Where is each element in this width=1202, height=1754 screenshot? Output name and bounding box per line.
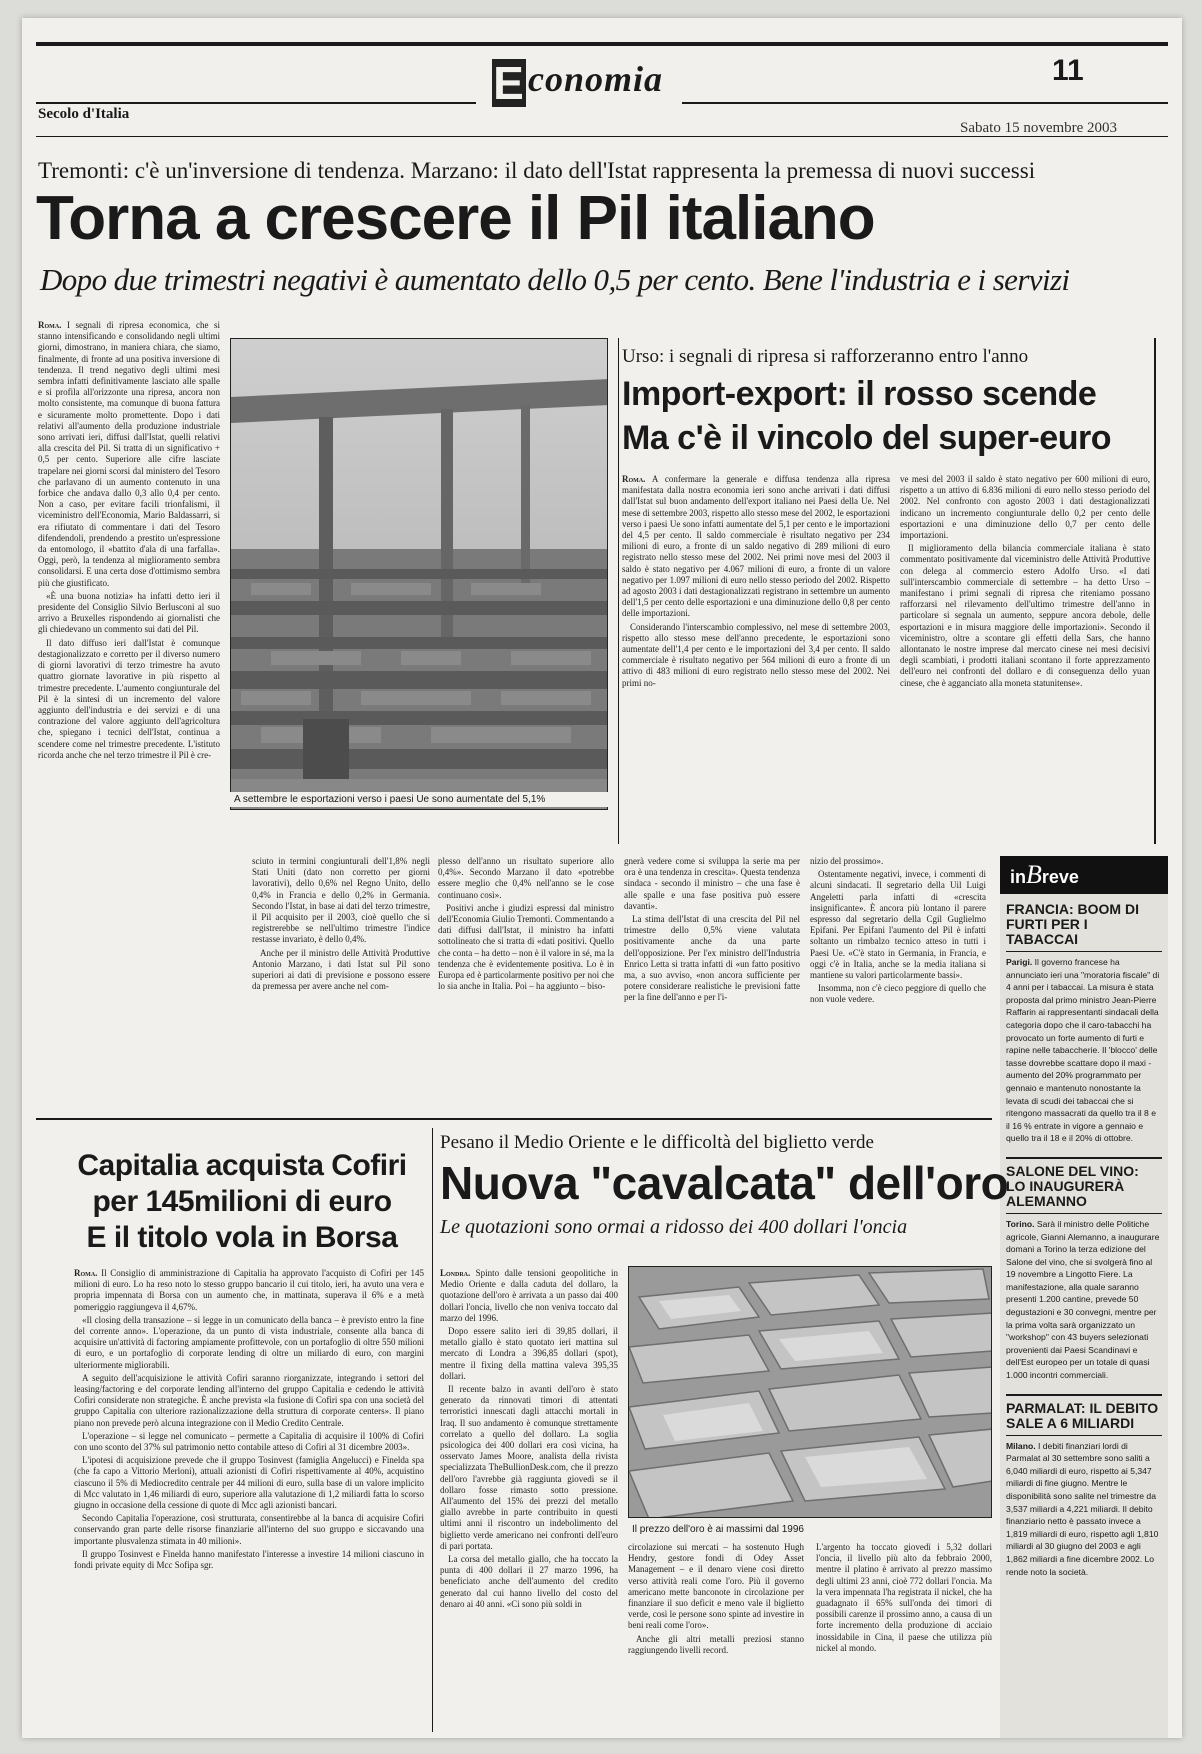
oro-column-2 bbox=[628, 1542, 804, 1732]
import-export-paragraph: ve mesi del 2003 il saldo è stato negativo per 600 milioni di euro, rispetto a un attivo di 6.836 milioni di euro nello stesso periodo del 2002. Nel confronto con agosto 2003 i dati destagionalizzati indicano un incremento congiunturale dello 0,2 per cento delle esportazioni e una diminuzione dello 0,7 per cento delle importazioni. bbox=[900, 474, 1150, 541]
section-separator bbox=[36, 1118, 992, 1120]
capitalia-paragraph: L'ipotesi di acquisizione prevede che il gruppo Tosinvest (famiglia Angelucci) e Finelda spa (che fa capo a Vittorio Merloni), attuali azionisti di Cofiri rispettivamente al 40%, acquistino ciascuno il 5% di Mediocredito centrale per 44 milioni di euro, sulla base di un valore implicito di Mcc valutato in 1,46 miliardi di euro, superiore alla valutazione di 1,2 miliardi fatta lo scorso giugno in occasione della cessione di quote di Mcc agli azionisti bancari. bbox=[74, 1455, 424, 1511]
page-number: 11 bbox=[1052, 54, 1084, 87]
oro-column-1 bbox=[440, 1268, 618, 1732]
brief-item bbox=[1000, 1382, 1168, 1579]
import-export-box-left-rule bbox=[618, 338, 619, 844]
oro-paragraph: L'argento ha toccato giovedì i 5,32 dollari l'oncia, il livello più alto da febbraio 2000, mentre il platino è arrivato al prezzo massimo degli ultimi 23 anni, cioè 772 dollari l'oncia. Ma la vera impennata l'ha registrata il nickel, che ha guadagnato il 65% sull'onda dei timori di possibili carenze il prossimo anno, a causa di un forte incremento della produzione di acciaio inossidabile in Cina, il paese che utilizza più nickel al mondo. bbox=[816, 1542, 992, 1653]
capitalia-article bbox=[74, 1268, 424, 1732]
brief-body: Sarà il ministro delle Politiche agricole, Gianni Alemanno, a inaugurare domani a Torino la terza edizione del Salone del vino, che si svolgerà fino al 19 novembre a Lingotto Fiere. La manifestazione, alla quale saranno presenti 1.200 cantine, prevede 50 degustazioni e 30 convegni, mentre per la prima volta sarà organizzato un "workshop" con 43 buyers selezionati provenienti dai Paesi Scandinavi e dell'Est europeo per un totale di quasi 1.000 incontri commerciali. bbox=[1006, 1218, 1160, 1381]
issue-date: Sabato 15 novembre 2003 bbox=[960, 120, 1118, 136]
gold-bars-image bbox=[629, 1267, 992, 1518]
brief-rule bbox=[1006, 1213, 1162, 1214]
header-rule-left bbox=[36, 102, 476, 104]
in-breve-brand-in: in bbox=[1010, 867, 1026, 887]
newspaper-page bbox=[22, 18, 1182, 1738]
brief-rule bbox=[1006, 1394, 1162, 1396]
oro-paragraph: Anche gli altri metalli preziosi stanno raggiungendo livelli record. bbox=[628, 1633, 804, 1655]
import-export-paragraph: Il miglioramento della bilancia commerciale italiana è stato commentato positivamente dal viceministro delle Attività Produttive con delega al commercio estero Adolfo Urso. «I dati sull'interscambio commerciale di settembre – ha detto Urso – manifestano i primi segnali di ripresa che riteniamo possano rafforzarsi nel rilevamento dell'ultimo trimestre dell'anno in particolare si segnala un aumento, seppure ancora debole, delle esportazioni e in misura maggiore delle importazioni». Secondo il viceministro, oltre a scontare gli effetti della Sars, che hanno allontanato le nostre imprese dal mercato cinese nei mesi decisivi degli scambiati, i prodotti italiani scontano il forte apprezzamento dell'euro nei confronti del dollaro e di conseguenza dello yuan cinese, che è agganciato alla moneta statunitense». bbox=[900, 543, 1150, 688]
paper-name: Secolo d'Italia bbox=[38, 106, 130, 122]
main-story-column-5 bbox=[810, 856, 986, 1108]
main-story-column-2 bbox=[252, 856, 430, 1108]
main-story-paragraph: I segnali di ripresa economica, che si stanno intensificando e consolidando negli ultimi giorni, dimostrano, in maniera chiara, che siamo, finalmente, di fronte ad una positiva inversione di tendenza. Il trend negativo degli ultimi mesi sembra infatti definitivamente lasciato alle spalle e si profila all'orizzonte una ripresa, ancora non molto consistente, ma comunque di buona fattura e sicuramente molto promettente. Dopo i dati relativi all'aumento della produzione industriale sono arrivati ieri, diffusi dall'Istat, quelli relativi alla crescita del Pil. Si tratta di un significativo + 0,5 per cento. Superiore alle cifre lasciate trapelare nei giorni scorsi dal ministero del Tesoro che parlavano di un aumento contenuto in una forbice che andava dallo 0,3 allo 0,4 per cento. Non a caso, per evitare facili trionfalismi, il viceministro dell'Economia, Mario Baldassarri, si era rifiutato di commentare i dati del Tesoro difendendoli, prendendo a prestito un'espressione da entomologo, il «battito d'ala di una farfalla». Oggi, però, la tendenza al miglioramento sembra consolidarsi. E una certa dose d'ottimismo sembra più che giustificato. bbox=[38, 320, 220, 588]
brief-body: I debiti finanziari lordi di Parmalat al 30 settembre sono saliti a 6,040 miliardi di euro, rispetto ai 5,347 miliardi di fine giugno. Mentre le disponibilità sono salite nel trimestre da 3,537 miliardi a 4,221 miliardi. Il debito finanziario netto è passato invece a 1,819 miliardi di euro, rispetto agli 1,810 miliardi al 30 giugno del 2003 e agli 1,862 miliardi a fine dicembre 2002. Lo rende noto la società. bbox=[1006, 1440, 1159, 1577]
main-story-paragraph: Positivi anche i giudizi espressi dal ministro dell'Economia Giulio Tremonti. Commentando a dati diffusi dall'Istat, il ministro ha infatti sottolineato che si tratta di «dati positivi. Quello che conta – ha detto – non è il valore in sé, ma la tendenza che è evidentemente positiva. Lo è in Europa ed è particolarmente positivo per noi che lo sia anche in Italia. Poi – ha aggiunto – biso- bbox=[438, 902, 614, 992]
capitalia-paragraph: L'operazione – si legge nel comunicato – permette a Capitalia di acquisire il 100% di Cofiri con uno sconto del 37% sul patrimonio netto contabile atteso di Cofiri al 31 dicembre 2003». bbox=[74, 1430, 424, 1453]
main-story-column-3 bbox=[438, 856, 614, 1108]
oro-paragraph: La corsa del metallo giallo, che ha toccato la punta di 400 dollari il 27 marzo 1996, ha beneficiato anche dell'aumento del credito generato dal cui hanno livello del costo del denaro ai 40 anni. «Ci sono più soldi in bbox=[440, 1554, 618, 1609]
main-story-paragraph: nizio del prossimo». bbox=[810, 856, 884, 866]
main-story-paragraph: Anche per il ministro delle Attività Produttive Antonio Marzano, i dati Istat sul Pil sono superiori ai dati di previsione e possono essere da premessa per avere anche nel com- bbox=[252, 947, 430, 992]
main-story-column-4 bbox=[624, 856, 800, 1108]
import-export-headline-2: Ma c'è il vincolo del super-euro bbox=[622, 419, 1111, 457]
gold-photo-caption: Il prezzo dell'oro è ai massimi dal 1996 bbox=[632, 1524, 804, 1535]
dateline-location: Parigi. bbox=[1006, 957, 1033, 967]
brief-title: SALONE DEL VINO: LO INAUGURERÀ ALEMANNO bbox=[1006, 1162, 1139, 1209]
brief-text bbox=[1006, 956, 1162, 1145]
brief-item bbox=[1000, 894, 1168, 1145]
in-breve-sidebar bbox=[1000, 856, 1168, 1738]
header-top-rule bbox=[36, 42, 1168, 46]
container-port-photo bbox=[230, 338, 608, 810]
oro-subhead: Le quotazioni sono ormai a ridosso dei 400 dollari l'oncia bbox=[440, 1216, 908, 1238]
brief-rule bbox=[1006, 951, 1162, 952]
main-story-paragraph: plesso dell'anno un risultato superiore allo 0,4%». Secondo Marzano il dato «potrebbe essere meglio che 0,4% nell'anno se le cose continuano così». bbox=[438, 856, 614, 900]
dateline-location: Roma. bbox=[74, 1268, 98, 1278]
import-export-paragraph: A confermare la generale e diffusa tendenza alla ripresa manifestata dalla nostra economia ieri sono anche arrivati i dati diffusi dall'Istat sul buon andamento dell'export italiano nei Paesi della Ue. Nel mese di settembre 2003, rispetto allo stesso mese del 2002, le esportazioni verso i paesi Ue sono infatti aumentate del 5,1 per cento e le importazioni del 4,5 per cento. Il saldo commerciale è risultato negativo per 234 milioni di euro, a fronte di un saldo negativo di 289 milioni di euro registrato nello stesso mese del 2002. Nei primi nove mesi del 2003 il saldo è stato negativo per 4.067 milioni di euro, a fronte di un valore negativo per 1.097 milioni di euro nello stesso periodo del 2002. Rispetto ad agosto 2003 i dati destagionalizzati registrano in settembre un aumento dell'1,5 per cento delle esportazioni e una diminuzione dello 0,8 per cento delle importazioni. bbox=[622, 474, 890, 619]
main-story-paragraph: Ostentamente negativi, invece, i commenti di alcuni sindacati. Il segretario della Uil Luigi Angeletti parla infatti di «crescita insignificante». È ancora più lontano il parere espresso dal segretario della Cgil Guglielmo Epifani. Per Epifani l'aumento del Pil è infatti soltanto un rimbalzo tecnico atteso in tutti i Paesi Ue. «C'è stato in Germania, in Francia, e oggi c'è in Italia, anche se la media italiana si mantiene su valori particolarmente bassi». bbox=[810, 869, 986, 981]
port-photo-caption: A settembre le esportazioni verso i paesi Ue sono aumentate del 5,1% bbox=[230, 792, 608, 807]
oro-paragraph: Dopo essere salito ieri di 39,85 dollari, il metallo giallo è stato quotato ieri mattina sul mercato di Londra a 396,85 dollari (spot), mentre il fixing della mattina valeva 395,35 dollari. bbox=[440, 1326, 618, 1381]
import-export-box-right-rule bbox=[1154, 338, 1156, 844]
header-rule-right bbox=[682, 102, 1168, 104]
main-story-paragraph: La stima dell'Istat di una crescita del Pil nel trimestre dello 0,5% viene valutata positivamente anche da una parte dell'opposizione. Per l'ex ministro dell'Industria Enrico Letta si tratta infatti di «un fatto positivo ma, a suo avviso, «non ancora sufficiente per potere considerare realistiche le previsioni fatte per la fine dell'anno e per l'i- bbox=[624, 914, 800, 1003]
import-export-kicker: Urso: i segnali di ripresa si rafforzeranno entro l'anno bbox=[622, 346, 1029, 367]
brief-rule bbox=[1006, 1435, 1162, 1436]
dateline-location: Milano. bbox=[1006, 1440, 1036, 1451]
capitalia-headline-3: E il titolo vola in Borsa bbox=[86, 1221, 398, 1254]
oro-paragraph: circolazione sui mercati – ha sostenuto Hugh Hendry, gestore fondi di Odey Asset Management – e il denaro viene così diretto verso attività reali come l'oro. Più il governo americano mette banconote in circolazione per finanziare il suo deficit e meno vale il biglietto verde, così le persone sono spinte ad investire in beni reali come l'oro». bbox=[628, 1542, 804, 1631]
capitalia-paragraph: «Il closing della transazione – si legge in un comunicato della banca – è previsto entro la fine del corrente anno». L'operazione, da un punto di vista industriale, consente alla banca di acquisire un'attività di factoring ampiamente profittevole, con un portafoglio di oltre 550 milioni di euro, e un portafoglio di corporate lending di oltre un miliardo di euro, con margini ulteriormente migliorabili. bbox=[74, 1314, 424, 1370]
brief-title: FRANCIA: BOOM DI FURTI PER I TABACCAI bbox=[1006, 901, 1139, 947]
capitalia-paragraph: Il gruppo Tosinvest e Finelda hanno manifestato l'interesse a investire 14 milioni ciascuno in fondi private equity di Mcc Sofipa sgr. bbox=[74, 1548, 424, 1571]
container-port-image bbox=[231, 339, 608, 810]
import-export-column-1 bbox=[622, 474, 890, 838]
in-breve-brand-rest: reve bbox=[1041, 867, 1079, 887]
dateline-location: Roma. bbox=[38, 320, 62, 330]
import-export-column-2 bbox=[900, 474, 1150, 838]
in-breve-brand-b: B bbox=[1026, 860, 1042, 889]
main-story-left-column bbox=[38, 320, 220, 842]
oro-headline: Nuova "cavalcata" dell'oro bbox=[440, 1157, 1009, 1209]
brief-item bbox=[1000, 1145, 1168, 1382]
main-story-paragraph: Insomma, non c'è cieco peggiore di quello che non vuole vedere. bbox=[810, 983, 986, 1005]
brief-rule bbox=[1006, 1157, 1162, 1159]
main-story-paragraph: sciuto in termini congiunturali dell'1,8% negli Stati Uniti (dato non corretto per giorni lavorativi), dello 0,6% nel Regno Unito, dello 0,4% in Francia e dello 0,2% in Germania. Secondo l'Istat, in base ai dati del terzo trimestre, il Pil acquisito per il 2003, cioè quello che si registrerebbe se nell'ultimo trimestre l'indice restasse invariato, è dello 0,4%. bbox=[252, 856, 430, 945]
oro-paragraph: Il recente balzo in avanti dell'oro è stato generato da rinnovati timori di attentati terroristici innescati dagli attacchi mortali in Iraq. Il suo andamento è comunque strettamente correlato a quello del dollaro. La soglia psicologica dei 400 dollari era così vicina, ha osservato James Moore, analista della rivista specializzata TheBullionDesk.com, che il prezzo dell'oro l'avrebbe già raggiunta giovedì se il dollaro fosse rimasto sotto pressione. All'aumento del 15% dei prezzi del metallo giallo avrebbe in parte contribuito in questi ultimi anni il riscontro un indebolimento del biglietto verde americano nei confronti dell'euro di pari portata. bbox=[440, 1384, 618, 1551]
import-export-paragraph: Considerando l'interscambio complessivo, nel mese di settembre 2003, rispetto allo stesso mese dell'anno precedente, le esportazioni sono aumentate dell'1,4 per cento e le importazioni del 3,4 per cento. Il saldo commerciale è risultato negativo per 564 milioni di euro a fronte di un attivo di 483 milioni di euro registrato nello stesso mese del 2002. Nei primi no- bbox=[622, 621, 890, 688]
capitalia-paragraph: Secondo Capitalia l'operazione, così strutturata, consentirebbe al la banca di acquisire Cofiri conservando gran parte delle risorse finanziarie all'interno del suo gruppo e siccavando una importante plusvalenza stimata in 40 milioni». bbox=[74, 1513, 424, 1546]
section-title bbox=[492, 58, 663, 107]
import-export-headline-1: Import-export: il rosso scende bbox=[622, 375, 1097, 413]
brief-text bbox=[1006, 1218, 1162, 1382]
oro-column-3 bbox=[816, 1542, 992, 1732]
header-bottom-rule bbox=[36, 136, 1168, 137]
section-title-rest: conomia bbox=[528, 59, 664, 99]
column-rule bbox=[432, 1128, 433, 1732]
brief-body: Il governo francese ha annunciato ieri una "moratoria fiscale" di 4 anni per i tabaccai. La misura è stata proposta dal primo ministro Jean-Pierre Raffarin ai rappresentanti sindacali della categoria dopo che il caro-tabacchi ha provocato un forte aumento di furti e rapine nelle tabaccherie. Il 'blocco' delle tasse dovrebbe scattare dopo il maxi -aumento del 20% programmato per gennaio e mantenuto nonostante la levata di scudi dei tabaccai che si ritengono massacrati da quello tra il 8 e il 16 % entrate in vigore a gennaio e quello tra il 18 e il 20% di ottobre. bbox=[1006, 957, 1160, 1144]
gold-bars-photo bbox=[628, 1266, 992, 1518]
section-initial: E bbox=[493, 57, 525, 109]
main-kicker: Tremonti: c'è un'inversione di tendenza. Marzano: il dato dell'Istat rappresenta la premessa di nuovi successi bbox=[38, 158, 1036, 183]
capitalia-paragraph: Il Consiglio di amministrazione di Capitalia ha approvato l'acquisto di Cofiri per 145 milioni di euro. Lo ha reso noto lo stesso gruppo bancario il cui titolo, ieri, ha avuto una vera e propria impennata di Borsa con un aumento che, in mattinata, superava il 6% e a metà pomeriggio raggiungeva il 4,67%. bbox=[74, 1268, 424, 1312]
brief-text bbox=[1006, 1440, 1162, 1579]
oro-kicker: Pesano il Medio Oriente e le difficoltà del biglietto verde bbox=[440, 1132, 874, 1153]
main-headline: Torna a crescere il Pil italiano bbox=[36, 184, 875, 253]
brief-title: PARMALAT: IL DEBITO SALE A 6 MILIARDI bbox=[1006, 1399, 1159, 1431]
main-subhead: Dopo due trimestri negativi è aumentato dello 0,5 per cento. Bene l'industria e i servizi bbox=[40, 262, 1070, 297]
main-story-paragraph: Il dato diffuso ieri dall'Istat è comunque destagionalizzato e corretto per il diverso numero di giorni lavorativi di terzo trimestre ha avuto quattro giornate lavorative in più rispetto al trimestre precedente. L'aumento congiunturale del Pil è la sintesi di un incremento del valore aggiunto dell'industria e dei servizi e di una contrazione del valore aggiunto dell'agricoltura che, spiegano i tecnici dell'Istat, continua a scendere come nel trimestre precedente. L'istituto ricorda anche che nel terzo trimestre il Pil è cre- bbox=[38, 637, 220, 760]
capitalia-paragraph: A seguito dell'acquisizione le attività Cofiri saranno riorganizzate, integrando i settori del leasing/factoring e del corporate lending all'interno del gruppo Capitalia e cedendo le attività Cofiri considerate non strategiche. È anche prevista «la fusione di Cofiri spa con una società del gruppo Capitalia con ulteriore razionalizzazione della struttura di corporate centers». Il piano piano non prevede però alcuna integrazione con il Medio Credito Centrale. bbox=[74, 1372, 424, 1428]
in-breve-banner bbox=[1000, 856, 1168, 894]
main-story-paragraph: gnerà vedere come si sviluppa la serie ma per ora è una tendenza in crescita». Questa tendenza sindaca - secondo il ministro – che una fase è alle spalle e una fase positiva può essere davanti». bbox=[624, 856, 800, 911]
dateline-location: Londra. bbox=[440, 1268, 471, 1278]
main-story-paragraph: «È una buona notizia» ha infatti detto ieri il presidente del Consiglio Silvio Berlusconi al suo arrivo a Bruxelles rispondendo ai giornalisti che gli chiedevano un commento sui dati del Pil. bbox=[38, 590, 220, 635]
capitalia-headline-2: per 145milioni di euro bbox=[92, 1185, 392, 1218]
dateline-location: Roma. bbox=[622, 474, 646, 484]
capitalia-headline-1: Capitalia acquista Cofiri bbox=[77, 1149, 407, 1182]
dateline-location: Torino. bbox=[1006, 1218, 1035, 1229]
oro-paragraph: Spinto dalle tensioni geopolitiche in Medio Oriente e dalla caduta del dollaro, la quotazione dell'oro è arrivata a un passo dai 400 dollari l'oncia, livello che non veniva toccato dal marzo del 1996. bbox=[440, 1268, 618, 1323]
